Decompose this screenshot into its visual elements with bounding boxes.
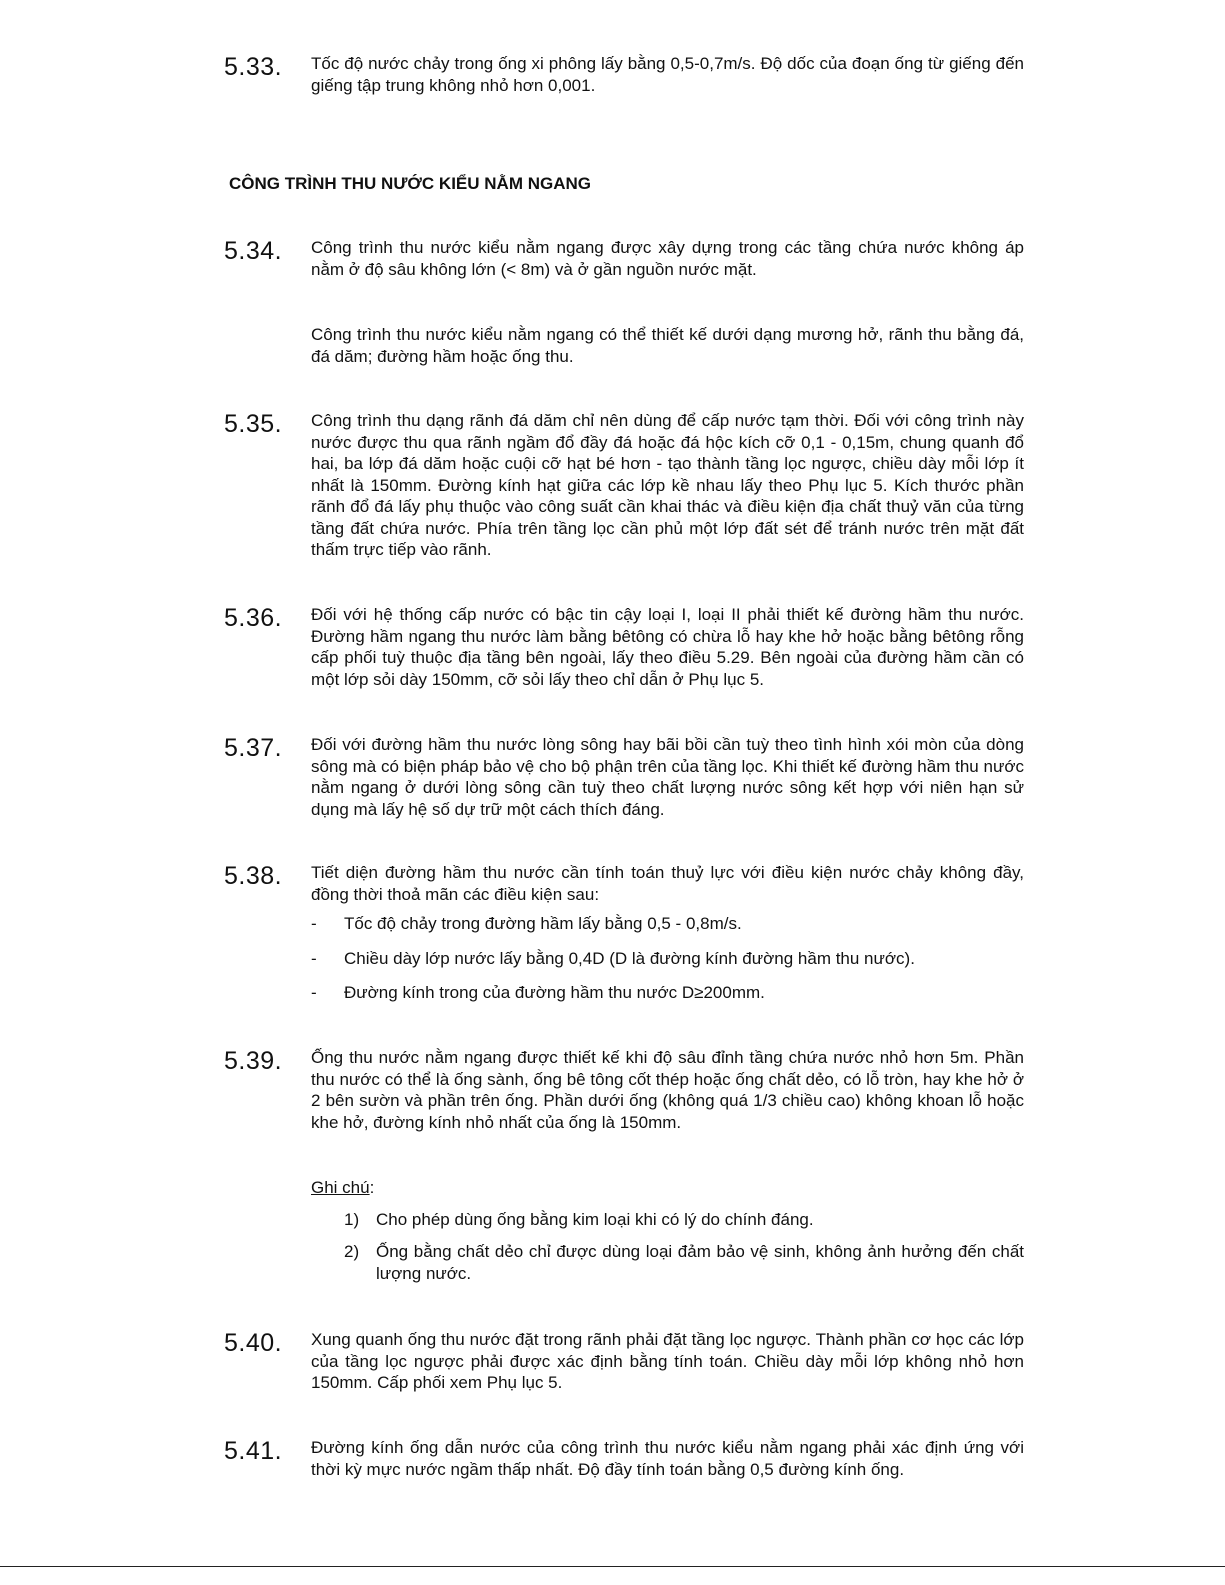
clause-5-37 [224,734,1024,820]
condition-list [311,913,1024,1004]
clause-5-40 [224,1329,1024,1394]
clause-5-39 [224,1047,1024,1295]
section-heading: CÔNG TRÌNH THU NƯỚC KIỂU NẰM NGANG [229,174,591,193]
clause-body [311,410,1024,561]
clause-number: 5.37. [224,734,283,762]
note-text: Ống bằng chất dẻo chỉ được dùng loại đảm bảo vệ sinh, không ảnh hưởng đến chất lượng nước. [376,1242,1024,1283]
note-number: 2) [344,1242,360,1261]
clause-number: 5.41. [224,1437,283,1465]
clause-body [311,1437,1024,1480]
dash-marker: - [311,948,317,968]
note-title: Ghi chú [311,1178,370,1197]
clause-5-38 [224,862,1024,1017]
clause-paragraph: Công trình thu nước kiểu nằm ngang có thể thiết kế dưới dạng mương hở, rãnh thu bằng đá, đá dăm; đường hầm hoặc ống thu. [311,325,1024,366]
clause-5-41 [224,1437,1024,1480]
clause-5-35 [224,410,1024,561]
clause-body [311,734,1024,820]
clause-paragraph: Công trình thu dạng rãnh đá dăm chỉ nên dùng để cấp nước tạm thời. Đối với công trình này nước được thu qua rãnh ngầm đổ đầy đá hoặc đá hộc kích cỡ 0,1 - 0,15m, chung quanh đổ hai, ba lớp đá dăm hoặc cuội cỡ hạt bé hơn - tạo thành tầng lọc ngược, chiều dày mỗi lớp ít nhất là 150mm. Đường kính hạt giữa các lớp kề nhau lấy theo Phụ lục 5. Kích thước phần rãnh đổ đá lấy phụ thuộc vào công suất cần khai thác và điều kiện địa chất thuỷ văn của từng tầng đất chứa nước. Phía trên tầng lọc cần phủ một lớp đất sét để tránh nước trên mặt đất thấm trực tiếp vào rãnh. [311,411,1024,559]
clause-paragraph: Tốc độ nước chảy trong ống xi phông lấy bằng 0,5-0,7m/s. Độ dốc của đoạn ống từ giếng đến giếng tập trung không nhỏ hơn 0,001. [311,54,1024,95]
dash-marker: - [311,914,317,933]
clause-paragraph: Xung quanh ống thu nước đặt trong rãnh phải đặt tầng lọc ngược. Thành phần cơ học các lớp của tầng lọc ngược phải được xác định bằng tính toán. Chiều dày mỗi lớp không nhỏ hơn 150mm. Cấp phối xem Phụ lục 5. [311,1330,1024,1392]
clause-body [311,237,1024,367]
list-item [311,913,1024,935]
list-item-text: Đường kính trong của đường hầm thu nước D≥200mm. [344,983,765,1002]
clause-paragraph: Đường kính ống dẫn nước của công trình thu nước kiểu nằm ngang phải xác định ứng với thời kỳ mực nước ngầm thấp nhất. Độ đầy tính toán bằng 0,5 đường kính ống. [311,1438,1024,1479]
note-number: 1) [344,1209,360,1229]
clause-5-36 [224,604,1024,690]
clause-body [311,862,1024,1004]
note-item [311,1241,1024,1284]
list-item [311,982,1024,1004]
clause-number: 5.38. [224,862,283,890]
note-colon: : [369,1178,375,1197]
clause-number: 5.39. [224,1047,283,1075]
clause-body [311,1047,1024,1284]
clause-number: 5.33. [224,53,283,81]
note-text: Cho phép dùng ống bằng kim loại khi có lý do chính đáng. [376,1209,814,1229]
clause-paragraph: Đối với hệ thống cấp nước có bậc tin cậy loại I, loại II phải thiết kế đường hầm thu nước. Đường hầm ngang thu nước làm bằng bêtông có chừa lỗ hay khe hở hoặc bằng bêtông rỗng cấp phối tuỳ thuộc địa tầng bên ngoài, lấy theo điều 5.29. Bên ngoài của đường hầm cần có một lớp sỏi dày 150mm, cỡ sỏi lấy theo chỉ dẫn ở Phụ lục 5. [311,605,1024,689]
clause-number: 5.36. [224,604,283,632]
note-list [311,1209,1024,1285]
clause-5-34 [224,237,1024,367]
clause-paragraph: Công trình thu nước kiểu nằm ngang được xây dựng trong các tầng chứa nước không áp nằm ở độ sâu không lớn (< 8m) và ở gần nguồn nước mặt. [311,238,1024,279]
note-item [311,1209,1024,1231]
list-item-text: Chiều dày lớp nước lấy bằng 0,4D (D là đường kính đường hầm thu nước). [344,948,915,968]
list-item [311,948,1024,970]
clause-number: 5.35. [224,410,283,438]
clause-paragraph: Ống thu nước nằm ngang được thiết kế khi độ sâu đỉnh tầng chứa nước nhỏ hơn 5m. Phần thu nước có thể là ống sành, ống bê tông cốt thép hoặc ống chất dẻo, có lỗ tròn, hay khe hở ở 2 bên sườn và phần trên ống. Phần dưới ống (không quá 1/3 chiều cao) không khoan lỗ hoặc khe hở, đường kính nhỏ nhất của ống là 150mm. [311,1048,1024,1132]
clause-number: 5.40. [224,1329,283,1357]
dash-marker: - [311,983,317,1002]
page-bottom-rule [0,1566,1225,1567]
clause-paragraph: Tiết diện đường hầm thu nước cần tính toán thuỷ lực với điều kiện nước chảy không đầy, đồng thời thoả mãn các điều kiện sau: [311,863,1024,904]
clause-body [311,604,1024,690]
clause-body [311,1329,1024,1394]
note-heading [311,1177,1024,1199]
clause-number: 5.34. [224,237,283,265]
clause-paragraph: Đối với đường hầm thu nước lòng sông hay bãi bồi cần tuỳ theo tình hình xói mòn của dòng sông mà có biện pháp bảo vệ cho bộ phận trên của tầng lọc. Khi thiết kế đường hầm thu nước nằm ngang ở dưới lòng sông cần tuỳ theo chất lượng nước sông kết hợp với niên hạn sử dụng mà lấy hệ số dự trữ một cách thích đáng. [311,735,1024,819]
list-item-text: Tốc độ chảy trong đường hầm lấy bằng 0,5 - 0,8m/s. [344,914,742,933]
clause-body [311,53,1024,96]
clause-5-33 [224,53,1024,96]
